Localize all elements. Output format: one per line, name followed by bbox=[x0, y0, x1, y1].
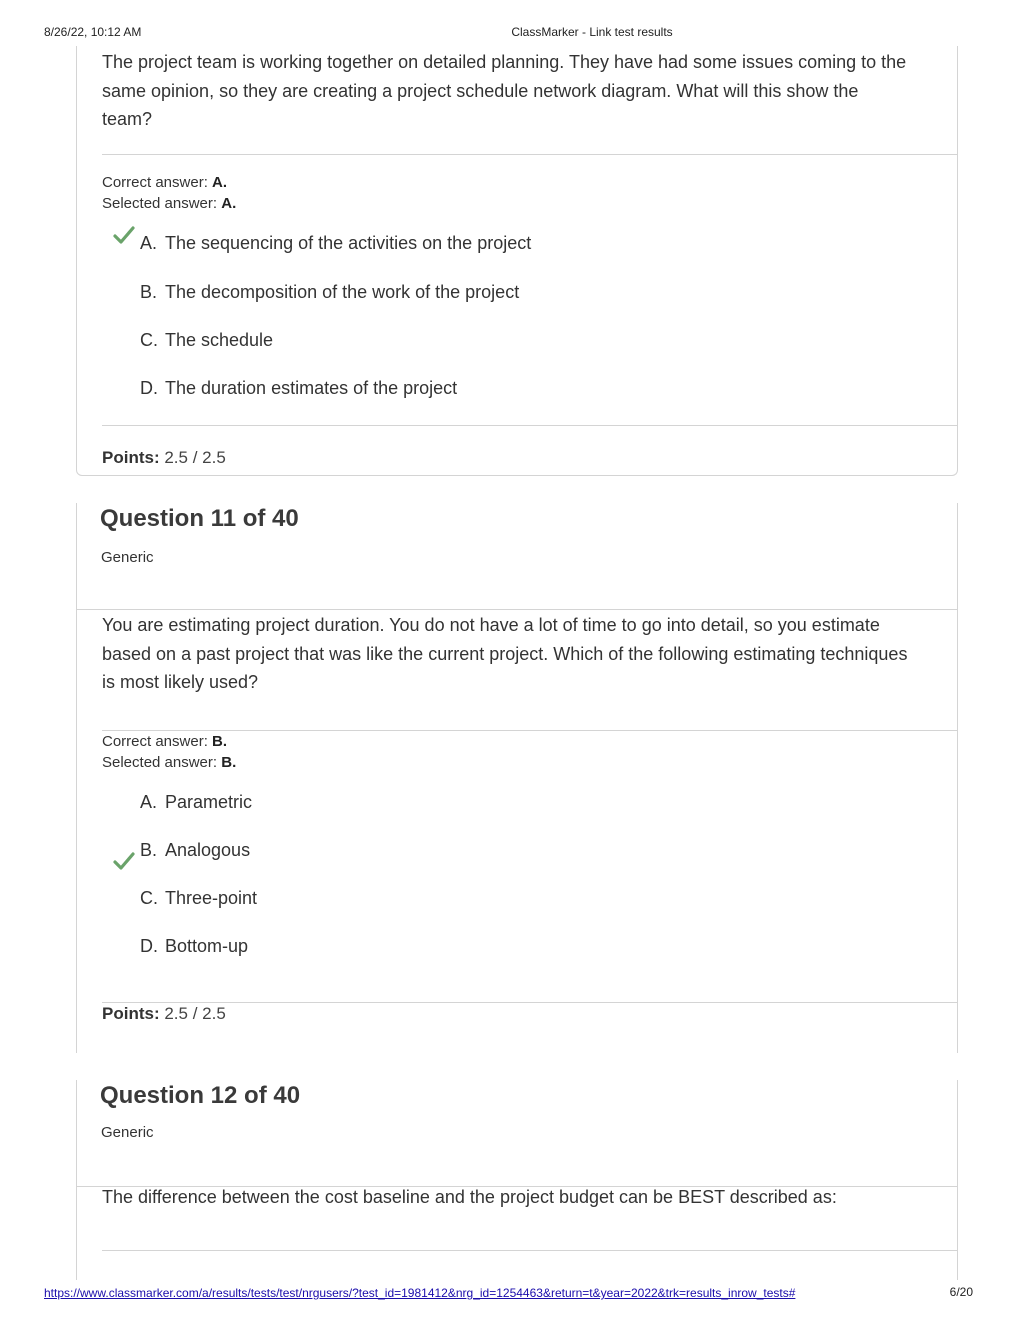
print-datetime: 8/26/22, 10:12 AM bbox=[44, 25, 142, 39]
divider bbox=[77, 609, 957, 610]
option-c: C. The schedule bbox=[140, 330, 274, 350]
correct-answer: Correct answer: B. bbox=[102, 733, 228, 750]
option-a: A. Parametric bbox=[140, 792, 253, 812]
option-a: A. The sequencing of the activities on the project bbox=[140, 233, 532, 253]
check-icon bbox=[113, 850, 135, 872]
question-title: Question 12 of 40 bbox=[100, 1082, 301, 1109]
divider bbox=[102, 425, 957, 426]
option-d: D. The duration estimates of the project bbox=[140, 378, 458, 398]
option-b: B. Analogous bbox=[140, 840, 251, 860]
page-url-link[interactable]: https://www.classmarker.com/a/results/tests/test/nrgusers/?test_id=1981412&nrg_id=1254463&return=t&year=2022&trk=results_inrow_tests# bbox=[44, 1286, 796, 1300]
question-category: Generic bbox=[101, 1124, 154, 1141]
check-icon bbox=[113, 224, 135, 246]
option-c: C. Three-point bbox=[140, 888, 258, 908]
question-card-10 bbox=[76, 46, 958, 476]
question-title: Question 11 of 40 bbox=[100, 505, 299, 532]
print-page-title: ClassMarker - Link test results bbox=[511, 25, 673, 39]
divider bbox=[102, 154, 957, 155]
question-text: The project team is working together on detailed planning. They have had some issues coming to the same opinion, so they are creating a project schedule network diagram. What will this show the team? bbox=[102, 52, 907, 129]
points: Points: 2.5 / 2.5 bbox=[102, 448, 226, 467]
question-text: The difference between the cost baseline and the project budget can be BEST described as: bbox=[102, 1187, 837, 1207]
selected-answer: Selected answer: A. bbox=[102, 195, 237, 212]
selected-answer: Selected answer: B. bbox=[102, 754, 237, 771]
option-d: D. Bottom-up bbox=[140, 936, 249, 956]
question-card-11 bbox=[76, 503, 958, 1053]
page-number: 6/20 bbox=[949, 1285, 973, 1299]
divider bbox=[102, 1002, 957, 1003]
option-b: B. The decomposition of the work of the project bbox=[140, 282, 520, 302]
correct-answer: Correct answer: A. bbox=[102, 174, 228, 191]
divider bbox=[102, 1250, 957, 1251]
question-category: Generic bbox=[101, 549, 154, 566]
divider bbox=[102, 730, 957, 731]
question-card-12 bbox=[76, 1080, 958, 1280]
points: Points: 2.5 / 2.5 bbox=[102, 1004, 226, 1023]
question-text: You are estimating project duration. You do not have a lot of time to go into detail, so you estimate based on a past project that was like the current project. Which of the following estimating techniques is most likely used? bbox=[102, 615, 908, 692]
